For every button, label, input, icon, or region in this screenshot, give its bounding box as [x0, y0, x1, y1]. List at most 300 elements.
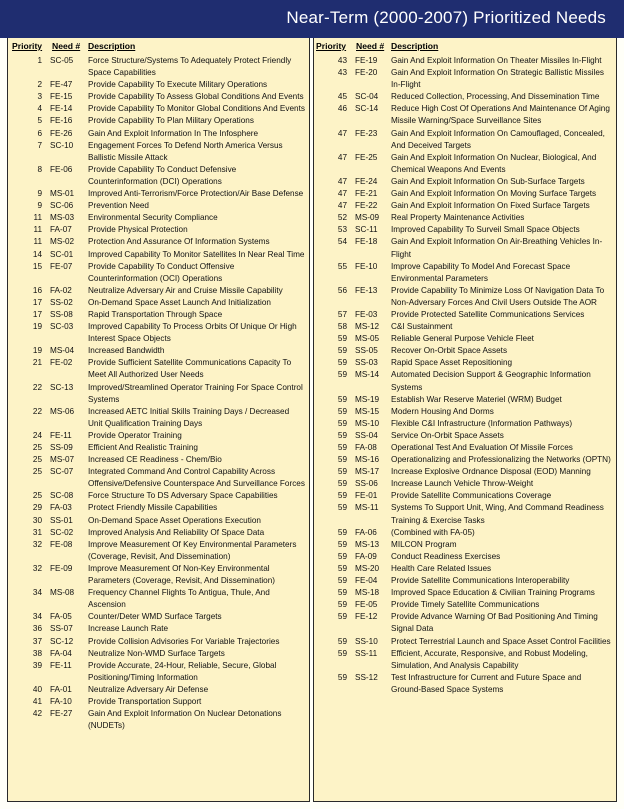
need-column-header: Need # [52, 41, 81, 51]
table-row [8, 91, 309, 103]
table-row [314, 406, 616, 418]
description-cell: Service On-Orbit Space Assets [391, 430, 504, 440]
need-number-cell: FE-10 [355, 261, 378, 271]
priority-cell: 11 [33, 237, 42, 247]
table-row [314, 321, 616, 333]
priority-cell: 43 [337, 68, 347, 78]
priority-cell: 59 [337, 648, 347, 658]
priority-cell: 39 [32, 660, 42, 670]
priority-cell: 4 [37, 104, 42, 114]
priority-cell: 59 [337, 612, 347, 622]
description-cell: Gain And Exploit Information On Moving Surface Targets [391, 189, 597, 199]
need-number-cell: FA-10 [50, 696, 72, 706]
description-cell: Efficient And Realistic Training [88, 443, 198, 452]
table-row [314, 200, 616, 212]
table-row [8, 527, 309, 539]
need-number-cell: FE-26 [50, 128, 73, 138]
table-row [8, 490, 309, 502]
need-number-cell: FE-47 [50, 80, 73, 90]
description-cell: Integrated Command And Control Capability Across Offensive/Defensive Counterspace And Surveillance Forces [88, 467, 305, 489]
need-number-cell: FE-12 [355, 612, 378, 622]
priority-cell: 8 [37, 164, 42, 174]
table-row [8, 539, 309, 563]
table-row [8, 466, 309, 490]
table-row [8, 224, 309, 236]
description-cell: C&I Sustainment [391, 322, 453, 332]
priority-cell: 59 [337, 600, 347, 610]
table-row [314, 224, 616, 236]
need-number-cell: SS-12 [355, 672, 378, 682]
description-cell: Improved Anti-Terrorism/Force Protection/Air Base Defense [88, 189, 304, 199]
table-row [314, 430, 616, 442]
priority-cell: 5 [37, 116, 42, 126]
need-number-cell: SS-06 [355, 479, 378, 489]
need-number-cell: MS-05 [355, 334, 380, 344]
left-table [7, 38, 310, 802]
need-number-cell: FE-07 [50, 261, 73, 271]
priority-cell: 47 [337, 189, 347, 199]
need-number-cell: FE-27 [50, 709, 73, 719]
description-cell: (Combined with FA-05) [391, 527, 475, 537]
need-number-cell: FE-01 [355, 491, 378, 501]
need-number-cell: FE-11 [50, 660, 72, 670]
table-row [314, 466, 616, 478]
description-cell: Improved Analysis And Reliability Of Space Data [88, 527, 265, 537]
priority-cell: 59 [337, 467, 347, 477]
table-row [8, 140, 309, 164]
priority-cell: 40 [32, 684, 42, 694]
table-row [314, 611, 616, 635]
need-number-cell: SS-07 [50, 624, 73, 634]
description-cell: Improve Measurement Of Key Environmental Parameters (Coverage, Revisit, And Dissemination) [88, 539, 297, 561]
description-cell: Provide Accurate, 24-Hour, Reliable, Secure, Global Positioning/Timing Information [88, 660, 277, 682]
description-cell: Conduct Readiness Exercises [391, 551, 501, 561]
priority-cell: 59 [337, 672, 347, 682]
table-row [8, 345, 309, 357]
table-row [8, 357, 309, 381]
description-cell: Provide Capability To Conduct Offensive Counterinformation (OCI) Operations [88, 261, 235, 283]
description-cell: Improve Measurement Of Non-Key Environmental Parameters (Coverage, Revisit, And Dissemination) [88, 563, 276, 586]
need-number-cell: FE-11 [50, 430, 72, 440]
need-number-cell: FE-22 [355, 201, 378, 211]
priority-cell: 56 [337, 285, 347, 295]
description-cell: Rapid Space Asset Repositioning [391, 358, 513, 368]
priority-cell: 17 [32, 297, 42, 307]
priority-cell: 47 [337, 201, 347, 211]
description-cell: Force Structure/Systems To Adequately Protect Friendly Space Capabilities [88, 56, 292, 78]
need-number-cell: SC-10 [50, 140, 74, 150]
table-row [314, 176, 616, 188]
need-number-cell: MS-10 [355, 418, 380, 428]
need-number-cell: SS-09 [50, 443, 73, 452]
table-row [314, 539, 616, 551]
table-row [314, 599, 616, 611]
description-cell: Gain And Exploit Information In The Infosphere [88, 128, 259, 138]
description-cell: Real Property Maintenance Activities [391, 213, 525, 223]
description-cell: Operational Test And Evaluation Of Missile Forces [391, 443, 573, 452]
table-row [314, 394, 616, 406]
priority-cell: 59 [337, 358, 347, 368]
priority-cell: 42 [32, 709, 42, 719]
need-number-cell: SS-02 [50, 297, 73, 307]
description-cell: Improve Capability To Model And Forecast Space Environmental Parameters [391, 261, 571, 283]
description-cell: Neutralize Adversary Air and Cruise Missile Capability [88, 285, 283, 295]
priority-cell: 17 [32, 309, 42, 319]
table-row [314, 636, 616, 648]
table-row [314, 587, 616, 599]
priority-cell: 47 [337, 176, 347, 186]
description-cell: Increase Launch Vehicle Throw-Weight [391, 479, 534, 489]
table-row [8, 103, 309, 115]
priority-cell: 19 [32, 346, 42, 356]
need-number-cell: MS-12 [355, 322, 380, 332]
need-number-cell: FE-05 [355, 600, 378, 610]
need-number-cell: MS-11 [355, 503, 379, 513]
need-number-cell: SS-03 [355, 358, 378, 368]
priority-cell: 16 [32, 285, 42, 295]
priority-cell: 34 [32, 588, 42, 598]
need-number-cell: MS-01 [50, 189, 75, 199]
description-cell: Operationalizing and Professionalizing the Networks (OPTN) [391, 455, 611, 465]
description-cell: Provide Capability To Minimize Loss Of Navigation Data To Non-Adversary Forces And Civil Users Outside The AOR [391, 285, 605, 307]
priority-cell: 9 [37, 201, 42, 211]
description-cell: Reliable General Purpose Vehicle Fleet [391, 334, 534, 344]
need-number-cell: FA-03 [50, 503, 72, 513]
description-cell: Increased CE Readiness - Chem/Bio [88, 455, 222, 465]
table-row [314, 369, 616, 393]
description-cell: Improved/Streamlined Operator Training For Space Control Systems [88, 382, 303, 404]
description-column-header: Description [88, 41, 136, 51]
need-number-cell: FE-18 [355, 237, 378, 247]
need-number-cell: MS-16 [355, 455, 380, 465]
description-cell: Counter/Deter WMD Surface Targets [88, 612, 222, 622]
priority-cell: 59 [337, 503, 347, 513]
table-row [8, 430, 309, 442]
need-number-cell: MS-15 [355, 406, 380, 416]
need-number-cell: MS-20 [355, 563, 380, 573]
description-cell: Systems To Support Unit, Wing, And Command Readiness Training & Exercise Tasks [391, 503, 604, 525]
priority-cell: 54 [337, 237, 347, 247]
table-row [314, 648, 616, 672]
table-row [314, 285, 616, 309]
priority-cell: 32 [32, 539, 42, 549]
need-number-cell: FA-05 [50, 612, 72, 622]
table-row [314, 563, 616, 575]
priority-cell: 59 [337, 370, 347, 380]
priority-cell: 59 [337, 491, 347, 501]
need-number-cell: SS-08 [50, 309, 73, 319]
priority-cell: 7 [37, 140, 42, 150]
description-cell: Provide Capability To Conduct Defensive Counterinformation (DCI) Operations [88, 164, 237, 186]
description-cell: Efficient, Accurate, Responsive, and Robust Modeling, Simulation, And Analysis Capability [391, 648, 588, 670]
table-row [8, 454, 309, 466]
need-number-cell: FA-07 [50, 225, 72, 235]
table-row [314, 152, 616, 176]
table-row [8, 636, 309, 648]
table-row [314, 490, 616, 502]
description-cell: Frequency Channel Flights To Antigua, Thule, And Ascension [88, 588, 270, 610]
need-number-cell: SC-06 [50, 201, 74, 211]
priority-cell: 59 [337, 394, 347, 404]
need-number-cell: FE-24 [355, 176, 378, 186]
table-row [8, 406, 309, 430]
description-cell: Provide Capability To Assess Global Conditions And Events [88, 92, 304, 102]
description-cell: Improved Capability To Surveil Small Space Objects [391, 225, 580, 235]
table-row [8, 321, 309, 345]
table-row [8, 660, 309, 684]
description-cell: Improved Space Education & Civilian Training Programs [391, 588, 595, 598]
table-row [8, 128, 309, 140]
priority-cell: 52 [337, 213, 347, 223]
table-row [8, 648, 309, 660]
priority-cell: 41 [32, 696, 42, 706]
description-cell: Provide Capability To Execute Military Operations [88, 80, 268, 90]
need-number-cell: MS-18 [355, 588, 380, 598]
need-number-cell: SS-04 [355, 430, 378, 440]
priority-cell: 24 [32, 430, 42, 440]
table-row [8, 164, 309, 188]
table-row [314, 188, 616, 200]
need-number-cell: FE-23 [355, 128, 378, 138]
table-row [8, 696, 309, 708]
need-number-cell: FE-14 [50, 104, 73, 114]
priority-cell: 3 [37, 92, 42, 102]
description-cell: Automated Decision Support & Geographic Information Systems [391, 370, 591, 392]
priority-column-header: Priority [316, 41, 347, 51]
priority-cell: 31 [32, 527, 42, 537]
priority-cell: 59 [337, 636, 347, 646]
description-cell: Provide Timely Satellite Communications [391, 600, 540, 610]
table-row [8, 587, 309, 611]
table-row [8, 285, 309, 297]
description-cell: Gain And Exploit Information On Air-Breathing Vehicles In-Flight [391, 237, 603, 259]
table-row [314, 333, 616, 345]
priority-cell: 11 [33, 213, 42, 223]
page-title: Near-Term (2000-2007) Prioritized Needs [286, 8, 606, 27]
priority-cell: 59 [337, 443, 347, 452]
table-row [8, 623, 309, 635]
priority-cell: 22 [32, 382, 42, 392]
description-cell: Engagement Forces To Defend North America Versus Ballistic Missile Attack [88, 140, 283, 162]
priority-cell: 29 [32, 503, 42, 513]
need-number-cell: SC-04 [355, 92, 379, 102]
need-number-cell: SS-10 [355, 636, 378, 646]
description-cell: Recover On-Orbit Space Assets [391, 346, 508, 356]
priority-column-header: Priority [12, 41, 43, 51]
description-cell: Health Care Related Issues [391, 563, 492, 573]
table-row [314, 454, 616, 466]
table-row [8, 563, 309, 587]
description-cell: MILCON Program [391, 539, 457, 549]
priority-cell: 55 [337, 261, 347, 271]
need-number-cell: FA-04 [50, 648, 72, 658]
priority-cell: 53 [337, 225, 347, 235]
priority-cell: 22 [32, 406, 42, 416]
table-row [8, 261, 309, 285]
table-row [314, 672, 616, 696]
table-row [314, 55, 616, 67]
need-number-cell: SS-05 [355, 346, 378, 356]
table-row [8, 188, 309, 200]
description-cell: Reduce High Cost Of Operations And Maintenance Of Aging Missile Warning/Space Surveillance Sites [391, 104, 610, 126]
need-number-cell: SC-02 [50, 527, 74, 537]
need-number-cell: FE-08 [50, 539, 73, 549]
need-number-cell: SS-01 [50, 515, 73, 525]
priority-cell: 47 [337, 152, 347, 162]
need-number-cell: SC-13 [50, 382, 74, 392]
priority-cell: 59 [337, 479, 347, 489]
description-cell: Force Structure To DS Adversary Space Capabilities [88, 491, 278, 501]
description-cell: Provide Capability To Monitor Global Conditions And Events [88, 104, 305, 114]
description-cell: On-Demand Space Asset Operations Execution [88, 515, 261, 525]
priority-cell: 59 [337, 551, 347, 561]
description-cell: Provide Advance Warning Of Bad Positioning And Timing Signal Data [391, 612, 598, 634]
description-cell: Flexible C&I Infrastructure (Information Pathways) [391, 418, 573, 428]
priority-cell: 37 [32, 636, 42, 646]
need-number-cell: MS-09 [355, 213, 380, 223]
need-number-cell: FE-09 [50, 563, 73, 573]
table-row [314, 527, 616, 539]
description-cell: Improved Capability To Process Orbits Of Unique Or High Interest Space Objects [88, 322, 297, 344]
left-rows [8, 55, 309, 732]
description-cell: Gain And Exploit Information On Strategic Ballistic Missiles In-Flight [391, 68, 604, 90]
priority-cell: 59 [337, 576, 347, 586]
table-row [8, 55, 309, 79]
priority-cell: 59 [337, 527, 347, 537]
description-cell: Reduced Collection, Processing, And Dissemination Time [391, 92, 600, 102]
description-cell: Provide Sufficient Satellite Communications Capacity To Meet All Authorized User Needs [88, 358, 292, 380]
priority-cell: 38 [32, 648, 42, 658]
need-number-cell: MS-03 [50, 213, 75, 223]
table-row [8, 442, 309, 454]
description-cell: Provide Capability To Plan Military Operations [88, 116, 254, 126]
description-cell: Provide Operator Training [88, 430, 182, 440]
table-row [314, 128, 616, 152]
priority-cell: 21 [32, 358, 42, 368]
need-number-cell: SS-11 [355, 648, 378, 658]
priority-cell: 19 [32, 322, 42, 332]
description-cell: Provide Satellite Communications Coverage [391, 491, 552, 501]
need-number-cell: FE-02 [50, 358, 73, 368]
table-row [8, 684, 309, 696]
description-cell: Increased AETC Initial Skills Training Days / Decreased Unit Qualification Training Days [88, 406, 290, 428]
need-number-cell: FA-09 [355, 551, 377, 561]
table-row [314, 575, 616, 587]
need-number-cell: FE-06 [50, 164, 73, 174]
priority-cell: 59 [337, 334, 347, 344]
description-cell: Gain And Exploit Information On Camouflaged, Concealed, And Deceived Targets [391, 128, 605, 150]
priority-cell: 25 [32, 467, 42, 477]
table-row [8, 249, 309, 261]
table-row [314, 478, 616, 490]
table-row [314, 502, 616, 526]
need-number-cell: MS-08 [50, 588, 75, 598]
description-cell: Gain And Exploit Information On Fixed Surface Targets [391, 201, 590, 211]
need-number-cell: SC-05 [50, 56, 74, 65]
table-row [8, 515, 309, 527]
need-number-cell: SC-03 [50, 322, 74, 332]
priority-cell: 47 [337, 128, 347, 138]
priority-cell: 2 [37, 80, 42, 90]
table-row [314, 103, 616, 127]
need-column-header: Need # [356, 41, 385, 51]
description-cell: Gain And Exploit Information On Nuclear Detonations (NUDETs) [88, 709, 282, 731]
description-column-header: Description [391, 41, 439, 51]
table-row [314, 551, 616, 563]
need-number-cell: FA-08 [355, 443, 377, 452]
need-number-cell: MS-02 [50, 237, 75, 247]
priority-cell: 1 [37, 56, 42, 65]
priority-cell: 59 [337, 539, 347, 549]
description-cell: Increased Bandwidth [88, 346, 165, 356]
description-cell: Environmental Security Compliance [88, 213, 218, 223]
description-cell: Neutralize Non-WMD Surface Targets [88, 648, 225, 658]
header-bar [0, 0, 624, 38]
priority-cell: 46 [337, 104, 347, 114]
description-cell: Increase Explosive Ordnance Disposal (EOD) Manning [391, 467, 591, 477]
priority-cell: 6 [37, 128, 42, 138]
need-number-cell: FE-21 [355, 189, 378, 199]
priority-cell: 15 [32, 261, 42, 271]
table-row [8, 382, 309, 406]
need-number-cell: MS-04 [50, 346, 75, 356]
priority-cell: 59 [337, 406, 347, 416]
need-number-cell: FA-01 [50, 684, 72, 694]
table-row [314, 212, 616, 224]
table-row [314, 309, 616, 321]
need-number-cell: FA-02 [50, 285, 72, 295]
left-column-headers [8, 41, 309, 55]
need-number-cell: FE-03 [355, 309, 378, 319]
description-cell: Provide Physical Protection [88, 225, 188, 235]
need-number-cell: SC-12 [50, 636, 74, 646]
table-row [8, 79, 309, 91]
description-cell: Provide Protected Satellite Communications Services [391, 309, 585, 319]
description-cell: Provide Transportation Support [88, 696, 202, 706]
table-row [8, 236, 309, 248]
need-number-cell: MS-19 [355, 394, 380, 404]
right-rows [314, 55, 616, 696]
description-cell: Test Infrastructure for Current and Future Space and Ground-Based Space Systems [391, 672, 582, 694]
priority-cell: 59 [337, 588, 347, 598]
priority-cell: 59 [337, 430, 347, 440]
need-number-cell: FE-15 [50, 92, 73, 102]
priority-cell: 58 [337, 322, 347, 332]
table-row [314, 67, 616, 91]
priority-cell: 59 [337, 418, 347, 428]
need-number-cell: SC-11 [355, 225, 378, 235]
need-number-cell: FE-20 [355, 68, 378, 78]
priority-cell: 59 [337, 563, 347, 573]
priority-cell: 25 [32, 491, 42, 501]
priority-cell: 25 [32, 455, 42, 465]
table-row [8, 297, 309, 309]
priority-cell: 30 [32, 515, 42, 525]
table-row [8, 212, 309, 224]
need-number-cell: SC-01 [50, 249, 74, 259]
table-row [8, 200, 309, 212]
need-number-cell: MS-17 [355, 467, 380, 477]
table-row [314, 345, 616, 357]
description-cell: Establish War Reserve Materiel (WRM) Budget [391, 394, 562, 404]
description-cell: Protect Terrestrial Launch and Space Asset Control Facilities [391, 636, 611, 646]
description-cell: Neutralize Adversary Air Defense [88, 684, 209, 694]
table-row [314, 442, 616, 454]
description-cell: Protect Friendly Missile Capabilities [88, 503, 218, 513]
need-number-cell: MS-14 [355, 370, 380, 380]
description-cell: Prevention Need [88, 201, 149, 211]
description-cell: Protection And Assurance Of Information Systems [88, 237, 270, 247]
